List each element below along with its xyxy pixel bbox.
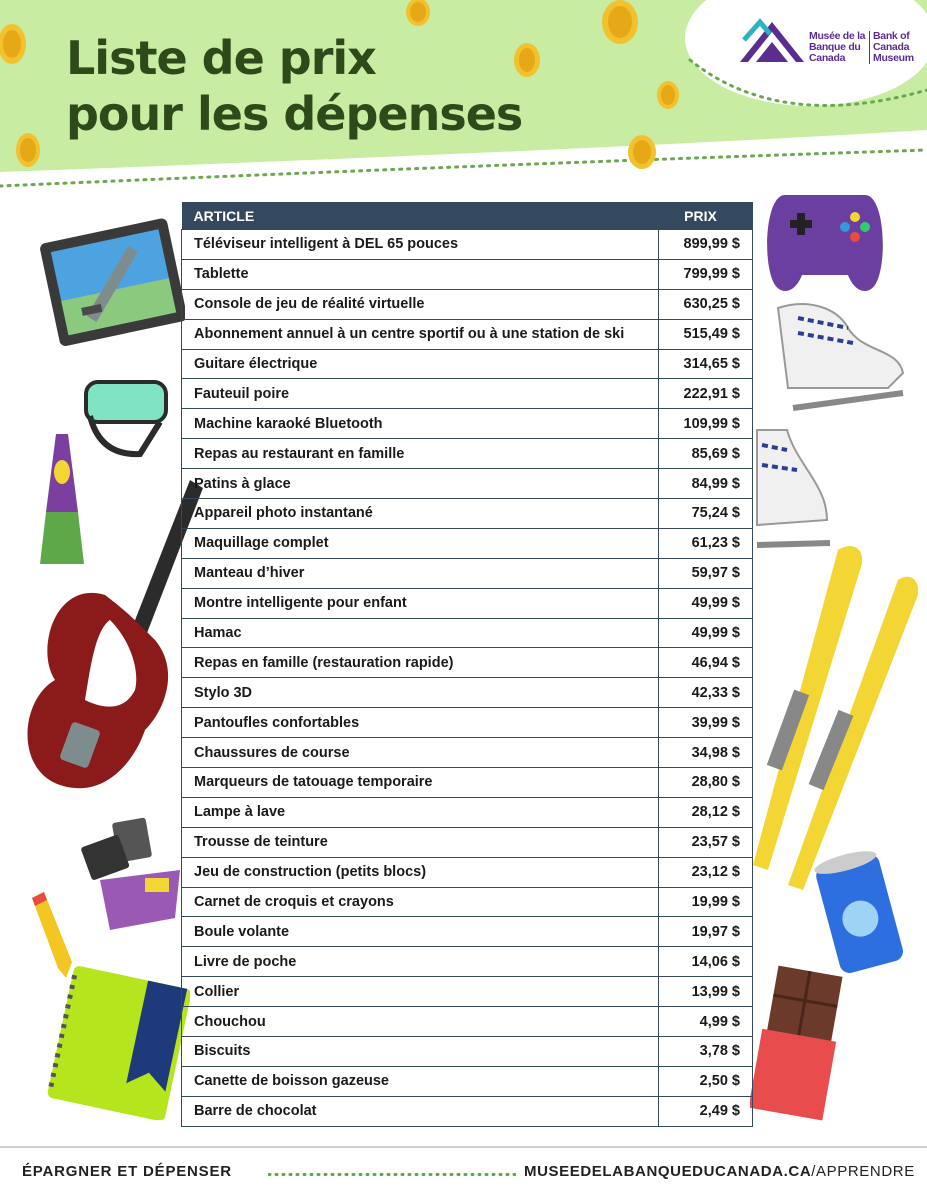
- table-row: [182, 857, 753, 887]
- logo-text-fr: Musée de la Banque du Canada: [809, 30, 866, 64]
- item-name: Trousse de teinture: [182, 827, 659, 857]
- table-row: [182, 738, 753, 768]
- item-price: 314,65 $: [659, 349, 753, 379]
- table-row: [182, 1007, 753, 1037]
- table-row: [182, 230, 753, 260]
- table-row: [182, 319, 753, 349]
- table-row: [182, 708, 753, 738]
- table-row: [182, 409, 753, 439]
- ice-skate-icon: [752, 425, 832, 555]
- item-name: Marqueurs de tatouage temporaire: [182, 768, 659, 798]
- item-price: 14,06 $: [659, 947, 753, 977]
- item-name: Hamac: [182, 618, 659, 648]
- tablet-icon: [40, 205, 185, 355]
- item-name: Lampe à lave: [182, 797, 659, 827]
- table-row: [182, 379, 753, 409]
- item-name: Repas en famille (restauration rapide): [182, 648, 659, 678]
- skis-icon: [748, 540, 918, 900]
- table-row: [182, 588, 753, 618]
- item-price: 49,99 $: [659, 618, 753, 648]
- item-name: Machine karaoké Bluetooth: [182, 409, 659, 439]
- item-price: 222,91 $: [659, 379, 753, 409]
- item-name: Montre intelligente pour enfant: [182, 588, 659, 618]
- item-name: Maquillage complet: [182, 528, 659, 558]
- item-price: 28,80 $: [659, 768, 753, 798]
- item-name: Guitare électrique: [182, 349, 659, 379]
- item-price: 85,69 $: [659, 439, 753, 469]
- item-name: Téléviseur intelligent à DEL 65 pouces: [182, 230, 659, 260]
- footer-url-link[interactable]: [524, 1163, 915, 1180]
- item-name: Stylo 3D: [182, 678, 659, 708]
- footer-divider: [0, 1146, 927, 1148]
- coin-icon: [657, 81, 679, 109]
- footer-section-title: ÉPARGNER ET DÉPENSER: [22, 1163, 232, 1180]
- item-name: Canette de boisson gazeuse: [182, 1066, 659, 1096]
- item-name: Barre de chocolat: [182, 1096, 659, 1126]
- item-name: Boule volante: [182, 917, 659, 947]
- item-price: 28,12 $: [659, 797, 753, 827]
- item-price: 23,12 $: [659, 857, 753, 887]
- item-price: 34,98 $: [659, 738, 753, 768]
- item-price: 3,78 $: [659, 1037, 753, 1067]
- soda-can-icon: [812, 848, 912, 978]
- column-header-article: ARTICLE: [182, 202, 659, 230]
- page-title-line-2: pour les dépenses: [66, 87, 523, 141]
- item-name: Jeu de construction (petits blocs): [182, 857, 659, 887]
- item-price: 46,94 $: [659, 648, 753, 678]
- item-price: 49,99 $: [659, 588, 753, 618]
- item-price: 515,49 $: [659, 319, 753, 349]
- item-price: 75,24 $: [659, 499, 753, 529]
- item-name: Fauteuil poire: [182, 379, 659, 409]
- item-name: Manteau d’hiver: [182, 558, 659, 588]
- item-price: 799,99 $: [659, 259, 753, 289]
- table-row: [182, 439, 753, 469]
- table-row: [182, 469, 753, 499]
- table-row: [182, 558, 753, 588]
- item-name: Tablette: [182, 259, 659, 289]
- table-row: [182, 917, 753, 947]
- item-price: 630,25 $: [659, 289, 753, 319]
- table-row: [182, 528, 753, 558]
- vr-headset-icon: [80, 376, 170, 466]
- makeup-kit-icon: [65, 800, 185, 940]
- table-row: [182, 768, 753, 798]
- item-price: 19,97 $: [659, 917, 753, 947]
- table-row: [182, 1096, 753, 1126]
- item-name: Repas au restaurant en famille: [182, 439, 659, 469]
- item-price: 61,23 $: [659, 528, 753, 558]
- item-price: 2,49 $: [659, 1096, 753, 1126]
- item-price: 84,99 $: [659, 469, 753, 499]
- item-price: 4,99 $: [659, 1007, 753, 1037]
- table-row: [182, 797, 753, 827]
- table-row: [182, 678, 753, 708]
- table-header-row: [182, 202, 753, 230]
- item-price: 59,97 $: [659, 558, 753, 588]
- item-price: 109,99 $: [659, 409, 753, 439]
- table-row: [182, 827, 753, 857]
- page-title: [66, 30, 522, 142]
- table-row: [182, 648, 753, 678]
- page-title-line-1: Liste de prix: [66, 31, 376, 85]
- footer-url-domain: MUSEEDELABANQUEDUCANADA.CA: [524, 1163, 812, 1180]
- notebook-icon: [40, 960, 190, 1120]
- item-name: Chaussures de course: [182, 738, 659, 768]
- item-price: 39,99 $: [659, 708, 753, 738]
- item-price: 899,99 $: [659, 230, 753, 260]
- table-row: [182, 1066, 753, 1096]
- table-row: [182, 618, 753, 648]
- price-table: [181, 202, 753, 1127]
- ice-skate-icon: [768, 298, 913, 423]
- table-row: [182, 947, 753, 977]
- item-name: Livre de poche: [182, 947, 659, 977]
- coin-icon: [602, 0, 638, 44]
- item-price: 42,33 $: [659, 678, 753, 708]
- footer-dotted-leader: [268, 1173, 516, 1176]
- item-name: Collier: [182, 977, 659, 1007]
- item-name: Chouchou: [182, 1007, 659, 1037]
- table-row: [182, 977, 753, 1007]
- item-price: 19,99 $: [659, 887, 753, 917]
- logo-text-en: Bank of Canada Museum: [869, 31, 923, 64]
- table-row: [182, 1037, 753, 1067]
- item-price: 2,50 $: [659, 1066, 753, 1096]
- game-controller-icon: [760, 185, 890, 300]
- item-price: 13,99 $: [659, 977, 753, 1007]
- table-row: [182, 349, 753, 379]
- footer-url-path: /APPRENDRE: [811, 1163, 915, 1180]
- coin-icon: [16, 133, 40, 167]
- item-name: Carnet de croquis et crayons: [182, 887, 659, 917]
- chocolate-bar-icon: [750, 965, 845, 1125]
- item-name: Patins à glace: [182, 469, 659, 499]
- table-row: [182, 499, 753, 529]
- item-name: Appareil photo instantané: [182, 499, 659, 529]
- table-row: [182, 259, 753, 289]
- item-name: Console de jeu de réalité virtuelle: [182, 289, 659, 319]
- table-row: [182, 887, 753, 917]
- item-name: Biscuits: [182, 1037, 659, 1067]
- coin-icon: [628, 135, 656, 169]
- item-price: 23,57 $: [659, 827, 753, 857]
- item-name: Abonnement annuel à un centre sportif ou à une station de ski: [182, 319, 659, 349]
- column-header-price: PRIX: [659, 202, 753, 230]
- table-row: [182, 289, 753, 319]
- item-name: Pantoufles confortables: [182, 708, 659, 738]
